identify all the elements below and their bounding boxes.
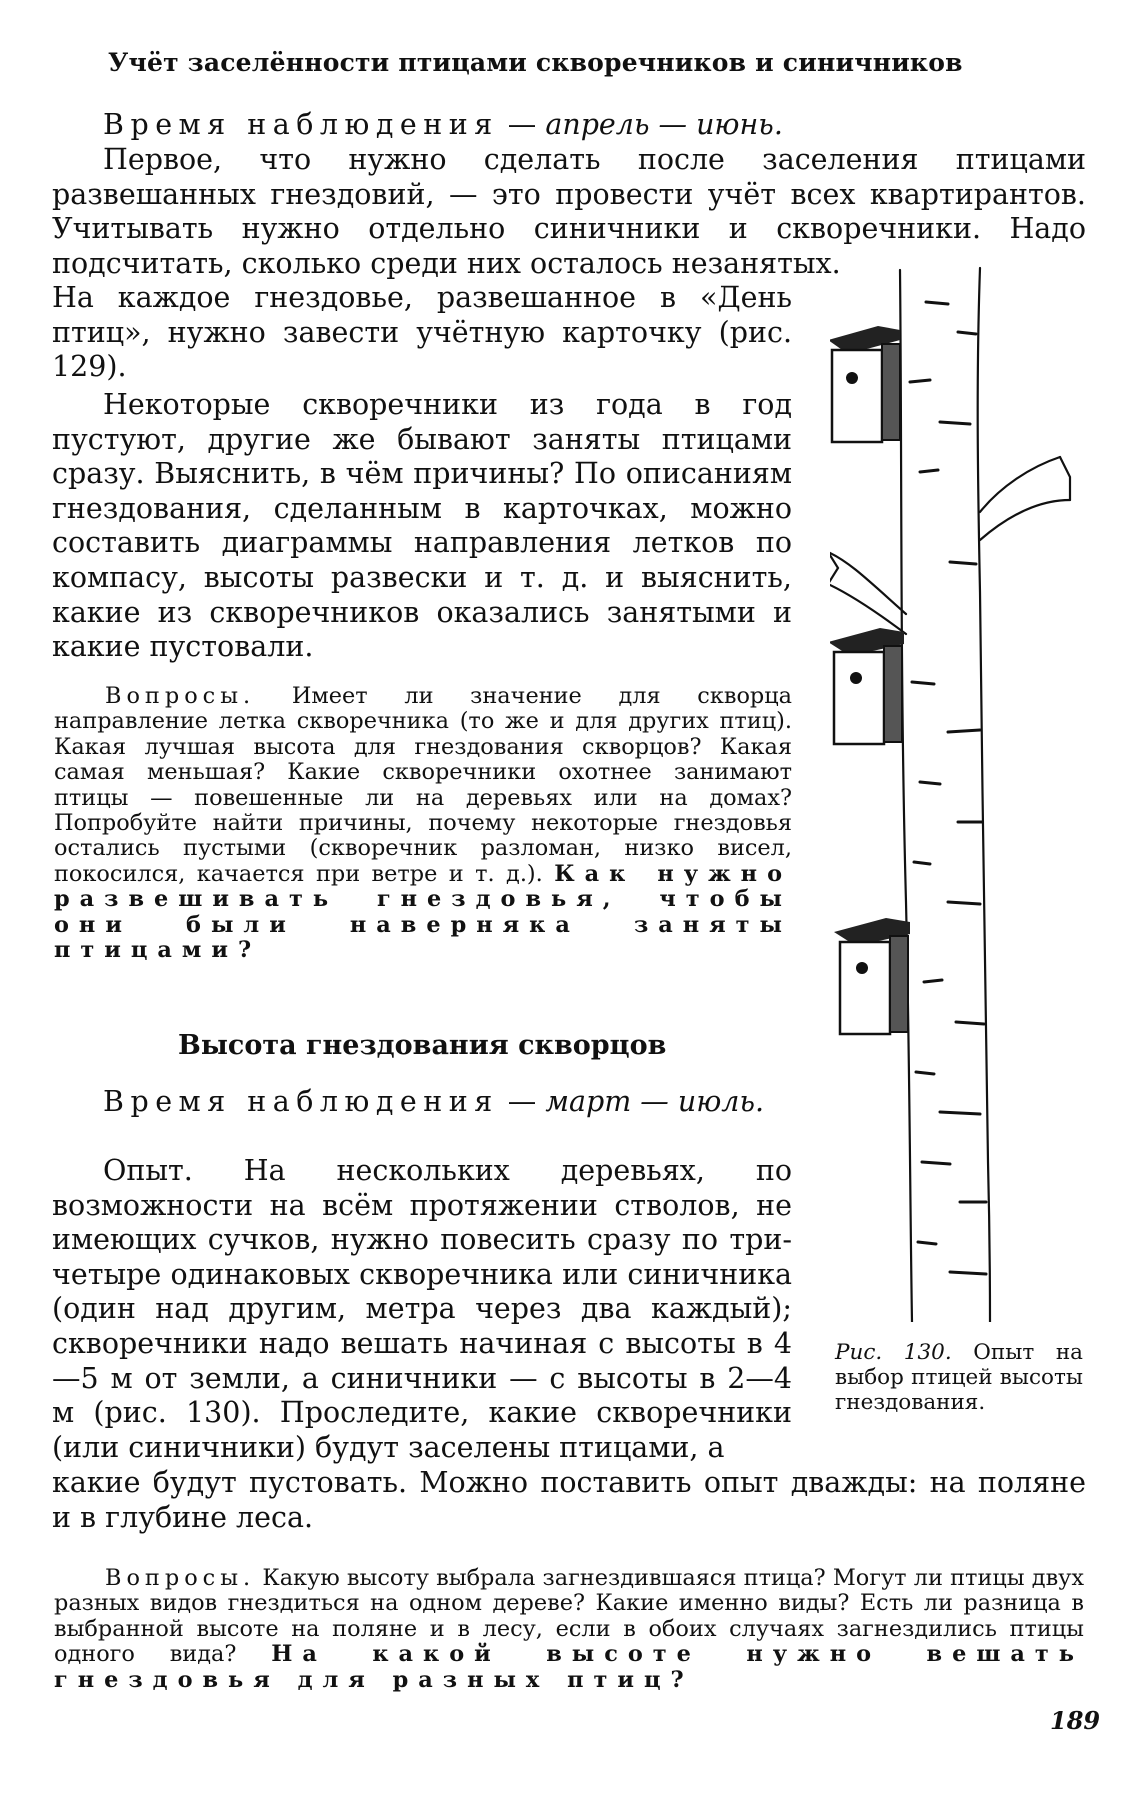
experiment-paragraph-end: какие будут пустовать. Можно поставить опыт дважды: на поляне и в глубине леса. xyxy=(52,1466,1086,1534)
page-number: 189 xyxy=(1050,1706,1101,1735)
birdhouse-top xyxy=(830,326,900,442)
birch-birdhouse-illustration xyxy=(830,262,1100,1322)
section-title-nest-count: Учёт заселённости птицами скворечников и синичников xyxy=(108,48,963,77)
questions-block-1 xyxy=(54,684,792,963)
observation-time-2: Время наблюдения — март — июль. xyxy=(103,1085,765,1118)
questions-emphasis: На какой высоте нужно вешать гнездовья для разных птиц? xyxy=(54,1641,1085,1693)
birdhouse-middle xyxy=(830,628,904,744)
section-title-nesting-height: Высота гнездования скворцов xyxy=(178,1030,667,1061)
figure-caption xyxy=(835,1340,1083,1415)
questions-block-2 xyxy=(54,1566,1084,1693)
questions-text: Какую высоту выбрала загнездившаяся птица? Могут ли птицы двух разных видов гнездиться на одном дереве? Какие именно виды? Есть ли разница в выбранной высоте на поляне и в лесу, если в обоих случаях загнездились птицы одного вида? xyxy=(54,1565,1084,1668)
questions-text: Имеет ли значение для скворца направление летка скворечника (то же и для других птиц). Какая лучшая высота для гнездования скворцов? Какая самая меньшая? Какие скворечники охотнее занимают птицы — повешенные ли на деревьях или на домах? Попробуйте найти причины, почему некоторые гнездовья остались пустыми (скворечник разломан, низко висел, покосился, качается при ветре и т. д.). xyxy=(54,683,793,887)
time-value: апрель — июнь. xyxy=(545,108,783,141)
figure-number: Рис. 130. xyxy=(835,1340,952,1365)
questions-emphasis: Как нужно развешивать гнездовья, чтобы они были наверняка заняты птицами? xyxy=(54,860,793,964)
time-label: Время наблюдения xyxy=(103,108,499,141)
paragraph-2: Некоторые скворечники из года в год пустуют, другие же бывают заняты птицами сразу. Выяснить, в чём причины? По описаниям гнездования, сделанным в карточках, можно составить диаграммы направления летков по компасу, высоты развески и т. д. и выяснить, какие из скворечников оказались занятыми и какие пустовали. xyxy=(52,388,792,664)
figure-caption-text: Опыт на выбор птицей высоты гнездования. xyxy=(835,1340,1083,1415)
paragraph-1-top: Первое, что нужно сделать после заселения птицами развешанных гнездовий, — это провести учёт всех квартирантов. Учитывать нужно отдельно синичники и скворечники. Надо подсчитать, сколько среди них осталось незанятых. xyxy=(52,143,1086,280)
questions-label: Вопросы. xyxy=(105,683,256,709)
birdhouse-bottom xyxy=(834,918,910,1034)
time-value: март — июль. xyxy=(545,1085,765,1118)
observation-time-1: Время наблюдения — апрель — июнь. xyxy=(103,108,783,141)
experiment-paragraph: Опыт. На нескольких деревьях, по возможности на всём протяжении стволов, не имеющих сучков, нужно повесить сразу по три-четыре одинаковых скворечника или синичника (один над другим, метра через два каждый); скворечники надо вешать начиная с высоты в 4—5 м от земли, а синичники — с высоты в 2—4 м (рис. 130). Проследите, какие скворечники (или синичники) будут заселены птицами, а xyxy=(52,1154,792,1464)
questions-label: Вопросы. xyxy=(105,1565,256,1591)
paragraph-1-bottom: На каждое гнездовье, развешанное в «День птиц», нужно завести учётную карточку (рис. 129). xyxy=(52,281,792,384)
time-label: Время наблюдения xyxy=(103,1085,499,1118)
